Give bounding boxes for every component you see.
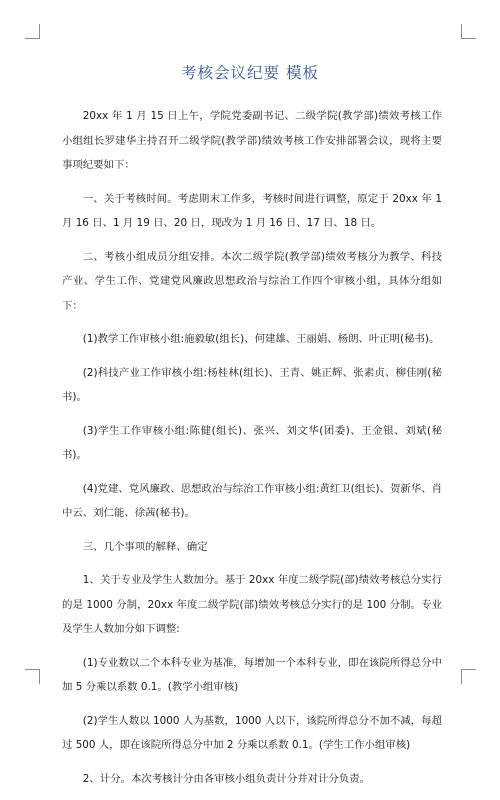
paragraph-teaching-group: (1)教学工作审核小组:施毅敏(组长)、何建雄、王丽娟、杨朗、叶正明(秘书)。 <box>82 333 440 345</box>
paragraph-party-group: (4)党建、党风廉政、思想政治与综治工作审核小组:黄红卫(组长)、贺新华、肖中云、刘仁能、徐茜(秘书)。 <box>62 482 442 519</box>
page-corner-mark-top-right <box>461 24 476 39</box>
paragraph-major-count: (1)专业数以二个本科专业为基准，每增加一个本科专业，即在该院所得总分中加 5 分乘以系数 0.1。(教学小组审核) <box>62 656 442 693</box>
paragraph-tech-group: (2)科技产业工作审核小组:杨桂林(组长)、王青、姚正辉、张素贞、柳佳刚(秘书)。 <box>62 366 442 403</box>
page-corner-mark-top-left <box>25 24 40 39</box>
paragraph-group-arrangement: 二、考核小组成员分组安排。本次二级学院(教学部)绩效考核分为教学、科技产业、学生工作、党建党风廉政思想政治与综治工作四个审核小组，具体分组如下： <box>62 250 442 312</box>
paragraph-exam-time: 一、关于考核时间。考虑期末工作多，考核时间进行调整，原定于 20xx 年 1 月 16 日、1 月 19 日、20 日，现改为 1 月 16 日、17 日、18 日。 <box>62 192 442 229</box>
paragraph-intro: 20xx 年 1 月 15 日上午，学院党委副书记、二级学院(教学部)绩效考核工作小组组长罗建华主持召开二级学院(教学部)绩效考核工作安排部署会议，现将主要事项纪要如下： <box>62 110 442 171</box>
paragraph-section-three: 三、几个事项的解释、确定 <box>82 540 208 553</box>
page-corner-mark-bottom-left <box>25 669 40 684</box>
page-corner-mark-bottom-right <box>461 669 476 684</box>
document-body <box>62 104 442 800</box>
paragraph-student-count: (2)学生人数以 1000 人为基数，1000 人以下，该院所得总分不加不减，每超过 500 人，即在该院所得总分中加 2 分乘以系数 0.1。(学生工作小组审核) <box>62 714 442 751</box>
paragraph-student-group: (3)学生工作审核小组:陈健(组长)、张兴、刘文华(团委)、王金银、刘斌(秘书)。 <box>62 424 442 461</box>
paragraph-scoring: 2、计分。本次考核计分由各审核小组负责计分并对计分负责。 <box>82 772 370 785</box>
paragraph-bonus-points: 1、关于专业及学生人数加分。基于 20xx 年度二级学院(部)绩效考核总分实行的是 1000 分制，20xx 年度二级学院(部)绩效考核总分实行的是 100 分制。专业及学生人数加分如下调整: <box>62 574 442 635</box>
document-title: 考核会议纪要 模板 <box>181 64 319 82</box>
